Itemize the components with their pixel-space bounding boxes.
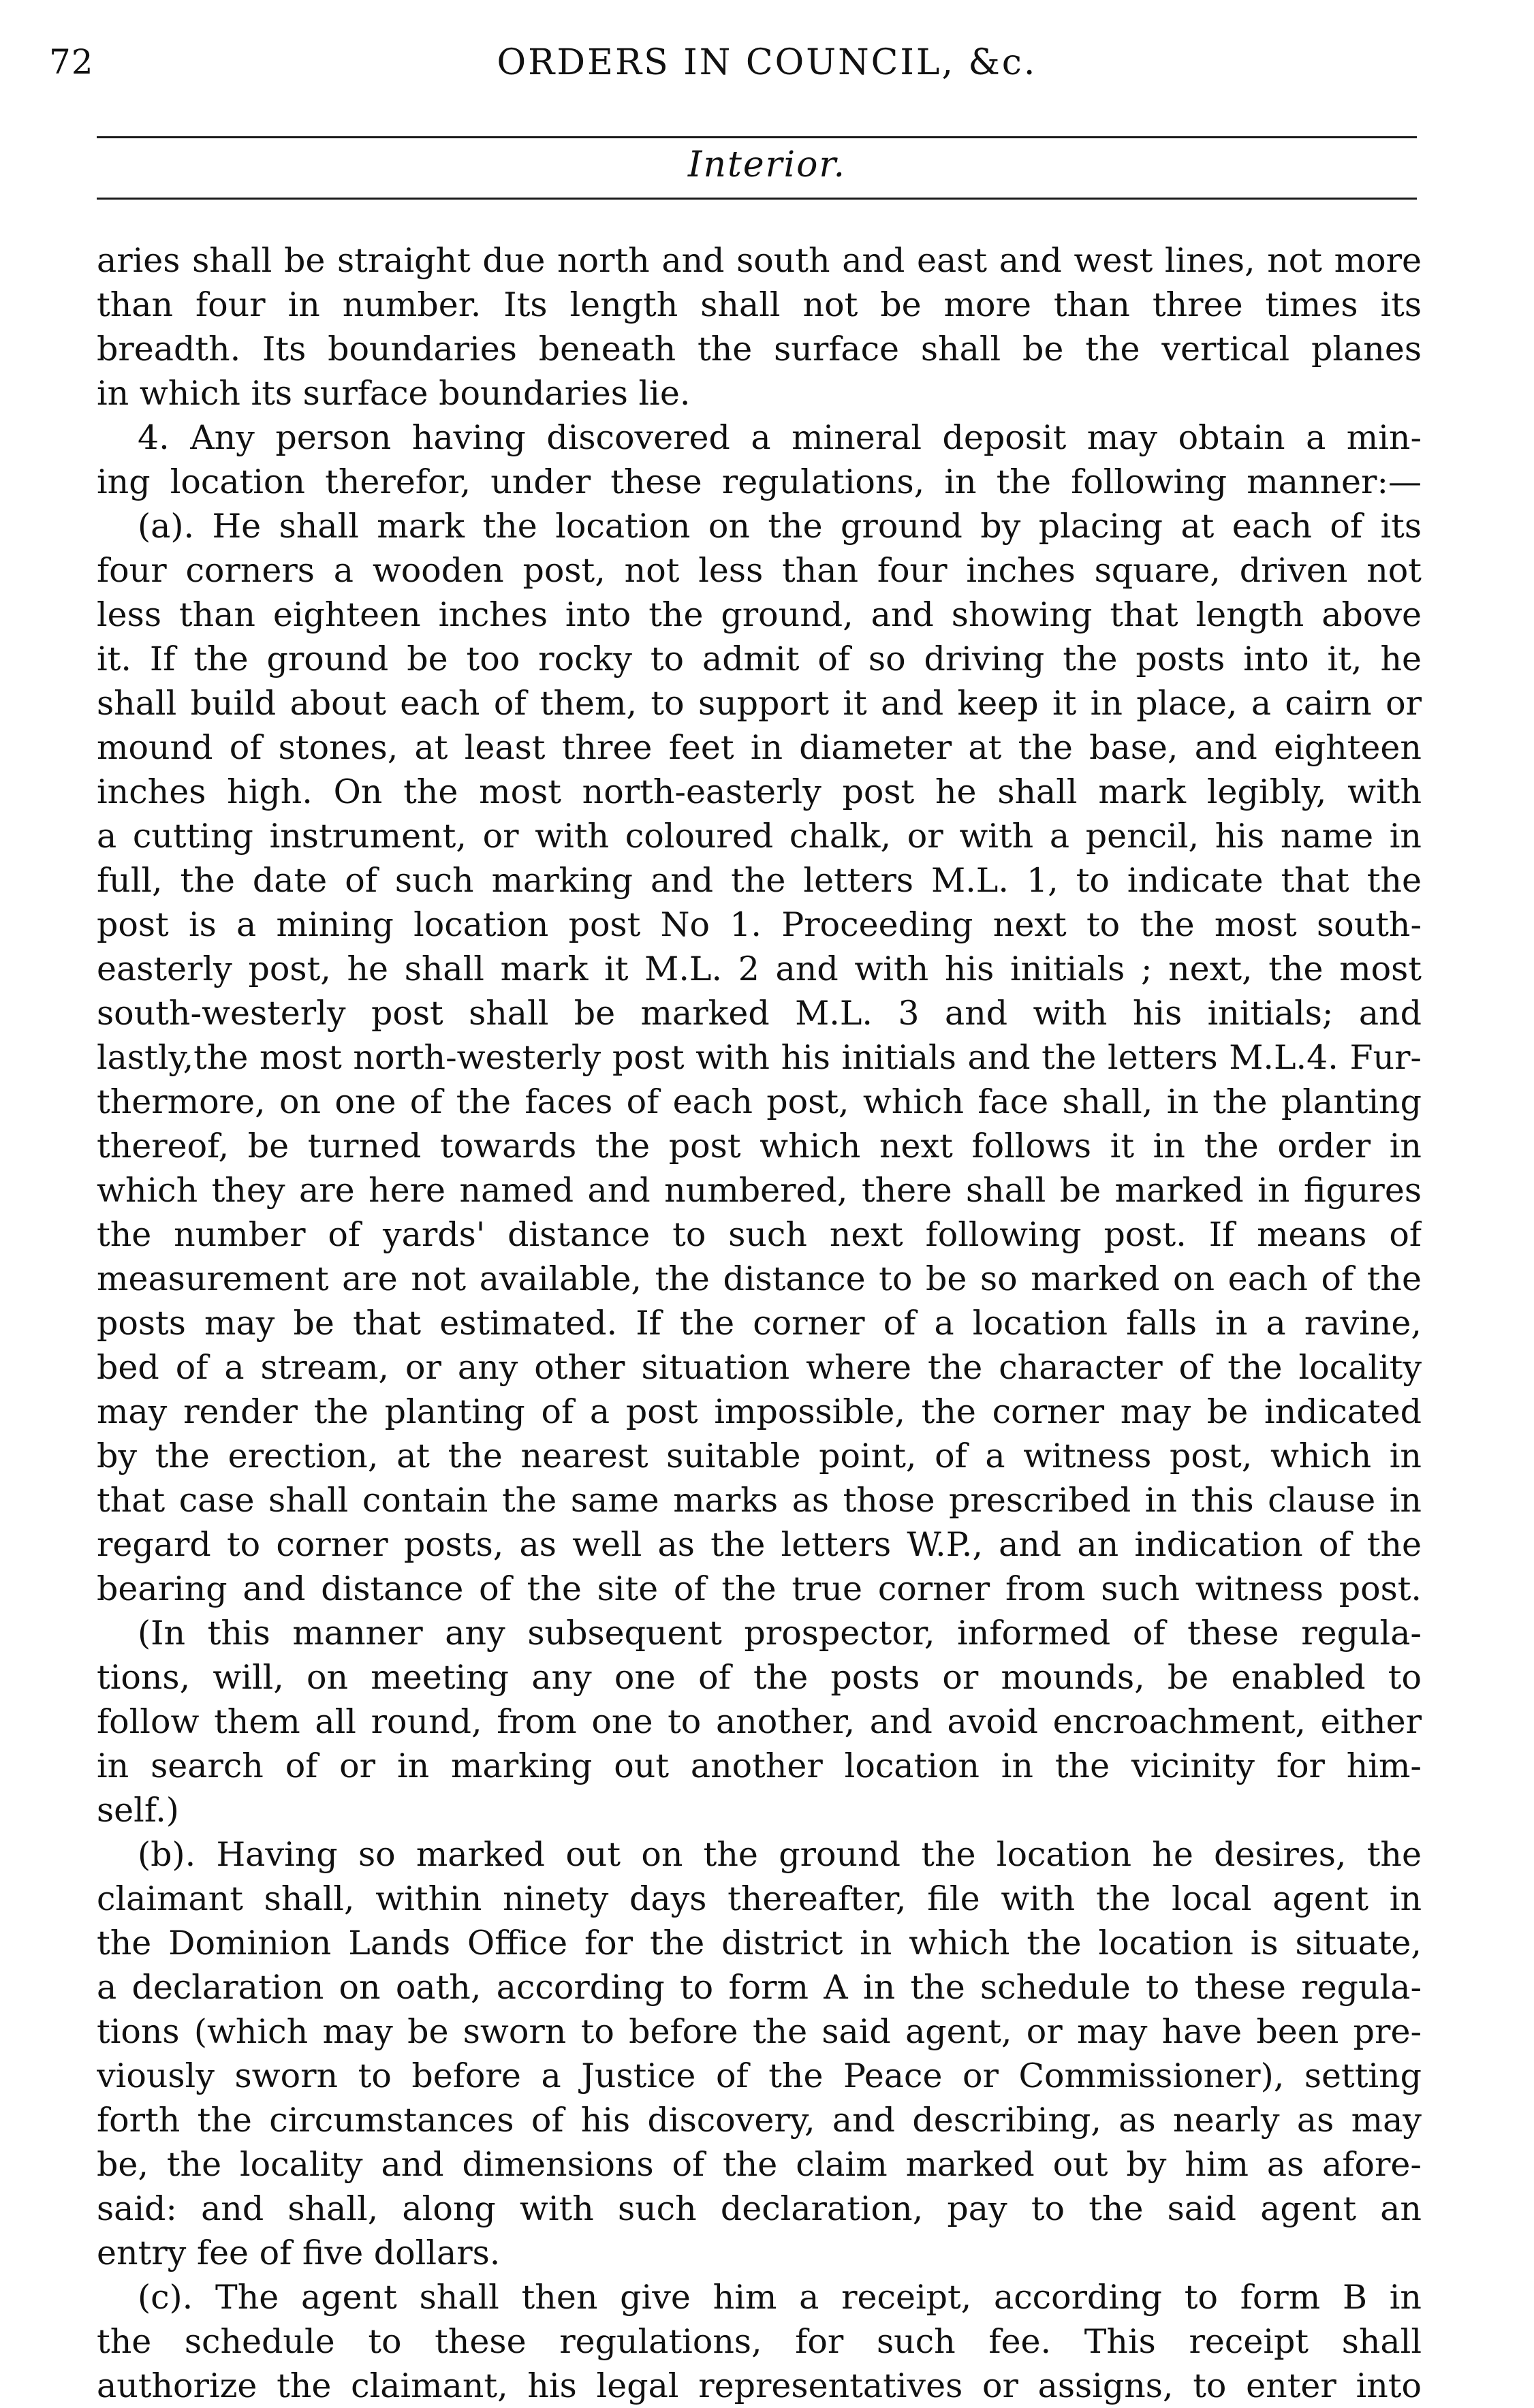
text-line: (a). He shall mark the location on the ground by placing at each of its bbox=[138, 507, 1422, 546]
text-line: full, the date of such marking and the letters M.L. 1, to indicate that the bbox=[97, 861, 1422, 900]
text-line: follow them all round, from one to another, and avoid encroachment, either bbox=[97, 1702, 1422, 1741]
text-line: said: and shall, along with such declaration, pay to the said agent an bbox=[97, 2189, 1422, 2228]
text-line: south-westerly post shall be marked M.L. 3 and with his initials; and bbox=[97, 994, 1422, 1033]
text-line: tions (which may be sworn to before the said agent, or may have been pre- bbox=[97, 2012, 1422, 2051]
text-line: forth the circumstances of his discovery, and describing, as nearly as may bbox=[97, 2101, 1422, 2140]
text-line: measurement are not available, the distance to be so marked on each of the bbox=[97, 1260, 1422, 1298]
text-line: a declaration on oath, according to form A in the schedule to these regula- bbox=[97, 1968, 1422, 2007]
text-line: aries shall be straight due north and south and east and west lines, not more bbox=[97, 241, 1422, 280]
text-line: thermore, on one of the faces of each post, which face shall, in the planting bbox=[97, 1082, 1422, 1121]
text-line: mound of stones, at least three feet in diameter at the base, and eighteen bbox=[97, 728, 1422, 767]
text-line: inches high. On the most north-easterly post he shall mark legibly, with bbox=[97, 772, 1422, 811]
text-line: post is a mining location post No 1. Proceeding next to the most south- bbox=[97, 905, 1422, 944]
text-line: the Dominion Lands Office for the district in which the location is situate, bbox=[97, 1924, 1422, 1963]
text-line: (In this manner any subsequent prospector, informed of these regula- bbox=[138, 1614, 1422, 1653]
body-text bbox=[97, 238, 1422, 2408]
text-line: easterly post, he shall mark it M.L. 2 and with his initials ; next, the most bbox=[97, 950, 1422, 988]
text-line: that case shall contain the same marks as those prescribed in this clause in bbox=[97, 1481, 1422, 1520]
text-line: 4. Any person having discovered a mineral deposit may obtain a min- bbox=[138, 418, 1422, 457]
text-line: in which its surface boundaries lie. bbox=[97, 374, 691, 413]
text-line: a cutting instrument, or with coloured chalk, or with a pencil, his name in bbox=[97, 817, 1422, 856]
text-line: authorize the claimant, his legal representatives or assigns, to enter into bbox=[97, 2366, 1422, 2405]
section-title: Interior. bbox=[687, 144, 847, 185]
text-line: in search of or in marking out another location in the vicinity for him- bbox=[97, 1747, 1422, 1785]
running-head: ORDERS IN COUNCIL, &c. bbox=[497, 42, 1037, 83]
page-number: 72 bbox=[49, 42, 94, 82]
text-line: breadth. Its boundaries beneath the surface shall be the vertical planes bbox=[97, 330, 1422, 369]
text-line: posts may be that estimated. If the corner of a location falls in a ravine, bbox=[97, 1304, 1422, 1343]
text-line: less than eighteen inches into the ground, and showing that length above bbox=[97, 595, 1422, 634]
text-line: (c). The agent shall then give him a receipt, according to form B in bbox=[138, 2278, 1422, 2317]
text-line: it. If the ground be too rocky to admit of so driving the posts into it, he bbox=[97, 640, 1422, 678]
text-line: tions, will, on meeting any one of the posts or mounds, be enabled to bbox=[97, 1658, 1422, 1697]
text-line: which they are here named and numbered, there shall be marked in figures bbox=[97, 1171, 1422, 1210]
text-line: claimant shall, within ninety days thereafter, file with the local agent in bbox=[97, 1879, 1422, 1918]
text-line: self.) bbox=[97, 1791, 179, 1830]
text-line: be, the locality and dimensions of the claim marked out by him as afore- bbox=[97, 2145, 1422, 2184]
text-line: bed of a stream, or any other situation where the character of the locality bbox=[97, 1348, 1422, 1387]
text-line: the number of yards' distance to such next following post. If means of bbox=[97, 1215, 1422, 1254]
text-line: may render the planting of a post impossible, the corner may be indicated bbox=[97, 1392, 1422, 1431]
text-line: shall build about each of them, to support it and keep it in place, a cairn or bbox=[97, 684, 1422, 723]
text-line: bearing and distance of the site of the true corner from such witness post. bbox=[97, 1569, 1422, 1608]
text-line: viously sworn to before a Justice of the Peace or Commissioner), setting bbox=[97, 2057, 1422, 2095]
bottom-rule bbox=[97, 198, 1417, 200]
text-line: four corners a wooden post, not less than four inches square, driven not bbox=[97, 551, 1422, 590]
text-line: (b). Having so marked out on the ground the location he desires, the bbox=[138, 1835, 1422, 1874]
text-line: lastly,the most north-westerly post with his initials and the letters M.L.4. Fur- bbox=[97, 1038, 1422, 1077]
top-rule bbox=[97, 136, 1417, 138]
text-line: the schedule to these regulations, for such fee. This receipt shall bbox=[97, 2322, 1422, 2361]
text-line: ing location therefor, under these regulations, in the following manner:— bbox=[97, 463, 1422, 501]
text-line: entry fee of five dollars. bbox=[97, 2234, 501, 2272]
text-line: by the erection, at the nearest suitable point, of a witness post, which in bbox=[97, 1437, 1422, 1475]
text-line: than four in number. Its length shall not be more than three times its bbox=[97, 285, 1422, 324]
text-line: thereof, be turned towards the post which next follows it in the order in bbox=[97, 1127, 1422, 1166]
text-line: regard to corner posts, as well as the letters W.P., and an indication of the bbox=[97, 1525, 1422, 1564]
